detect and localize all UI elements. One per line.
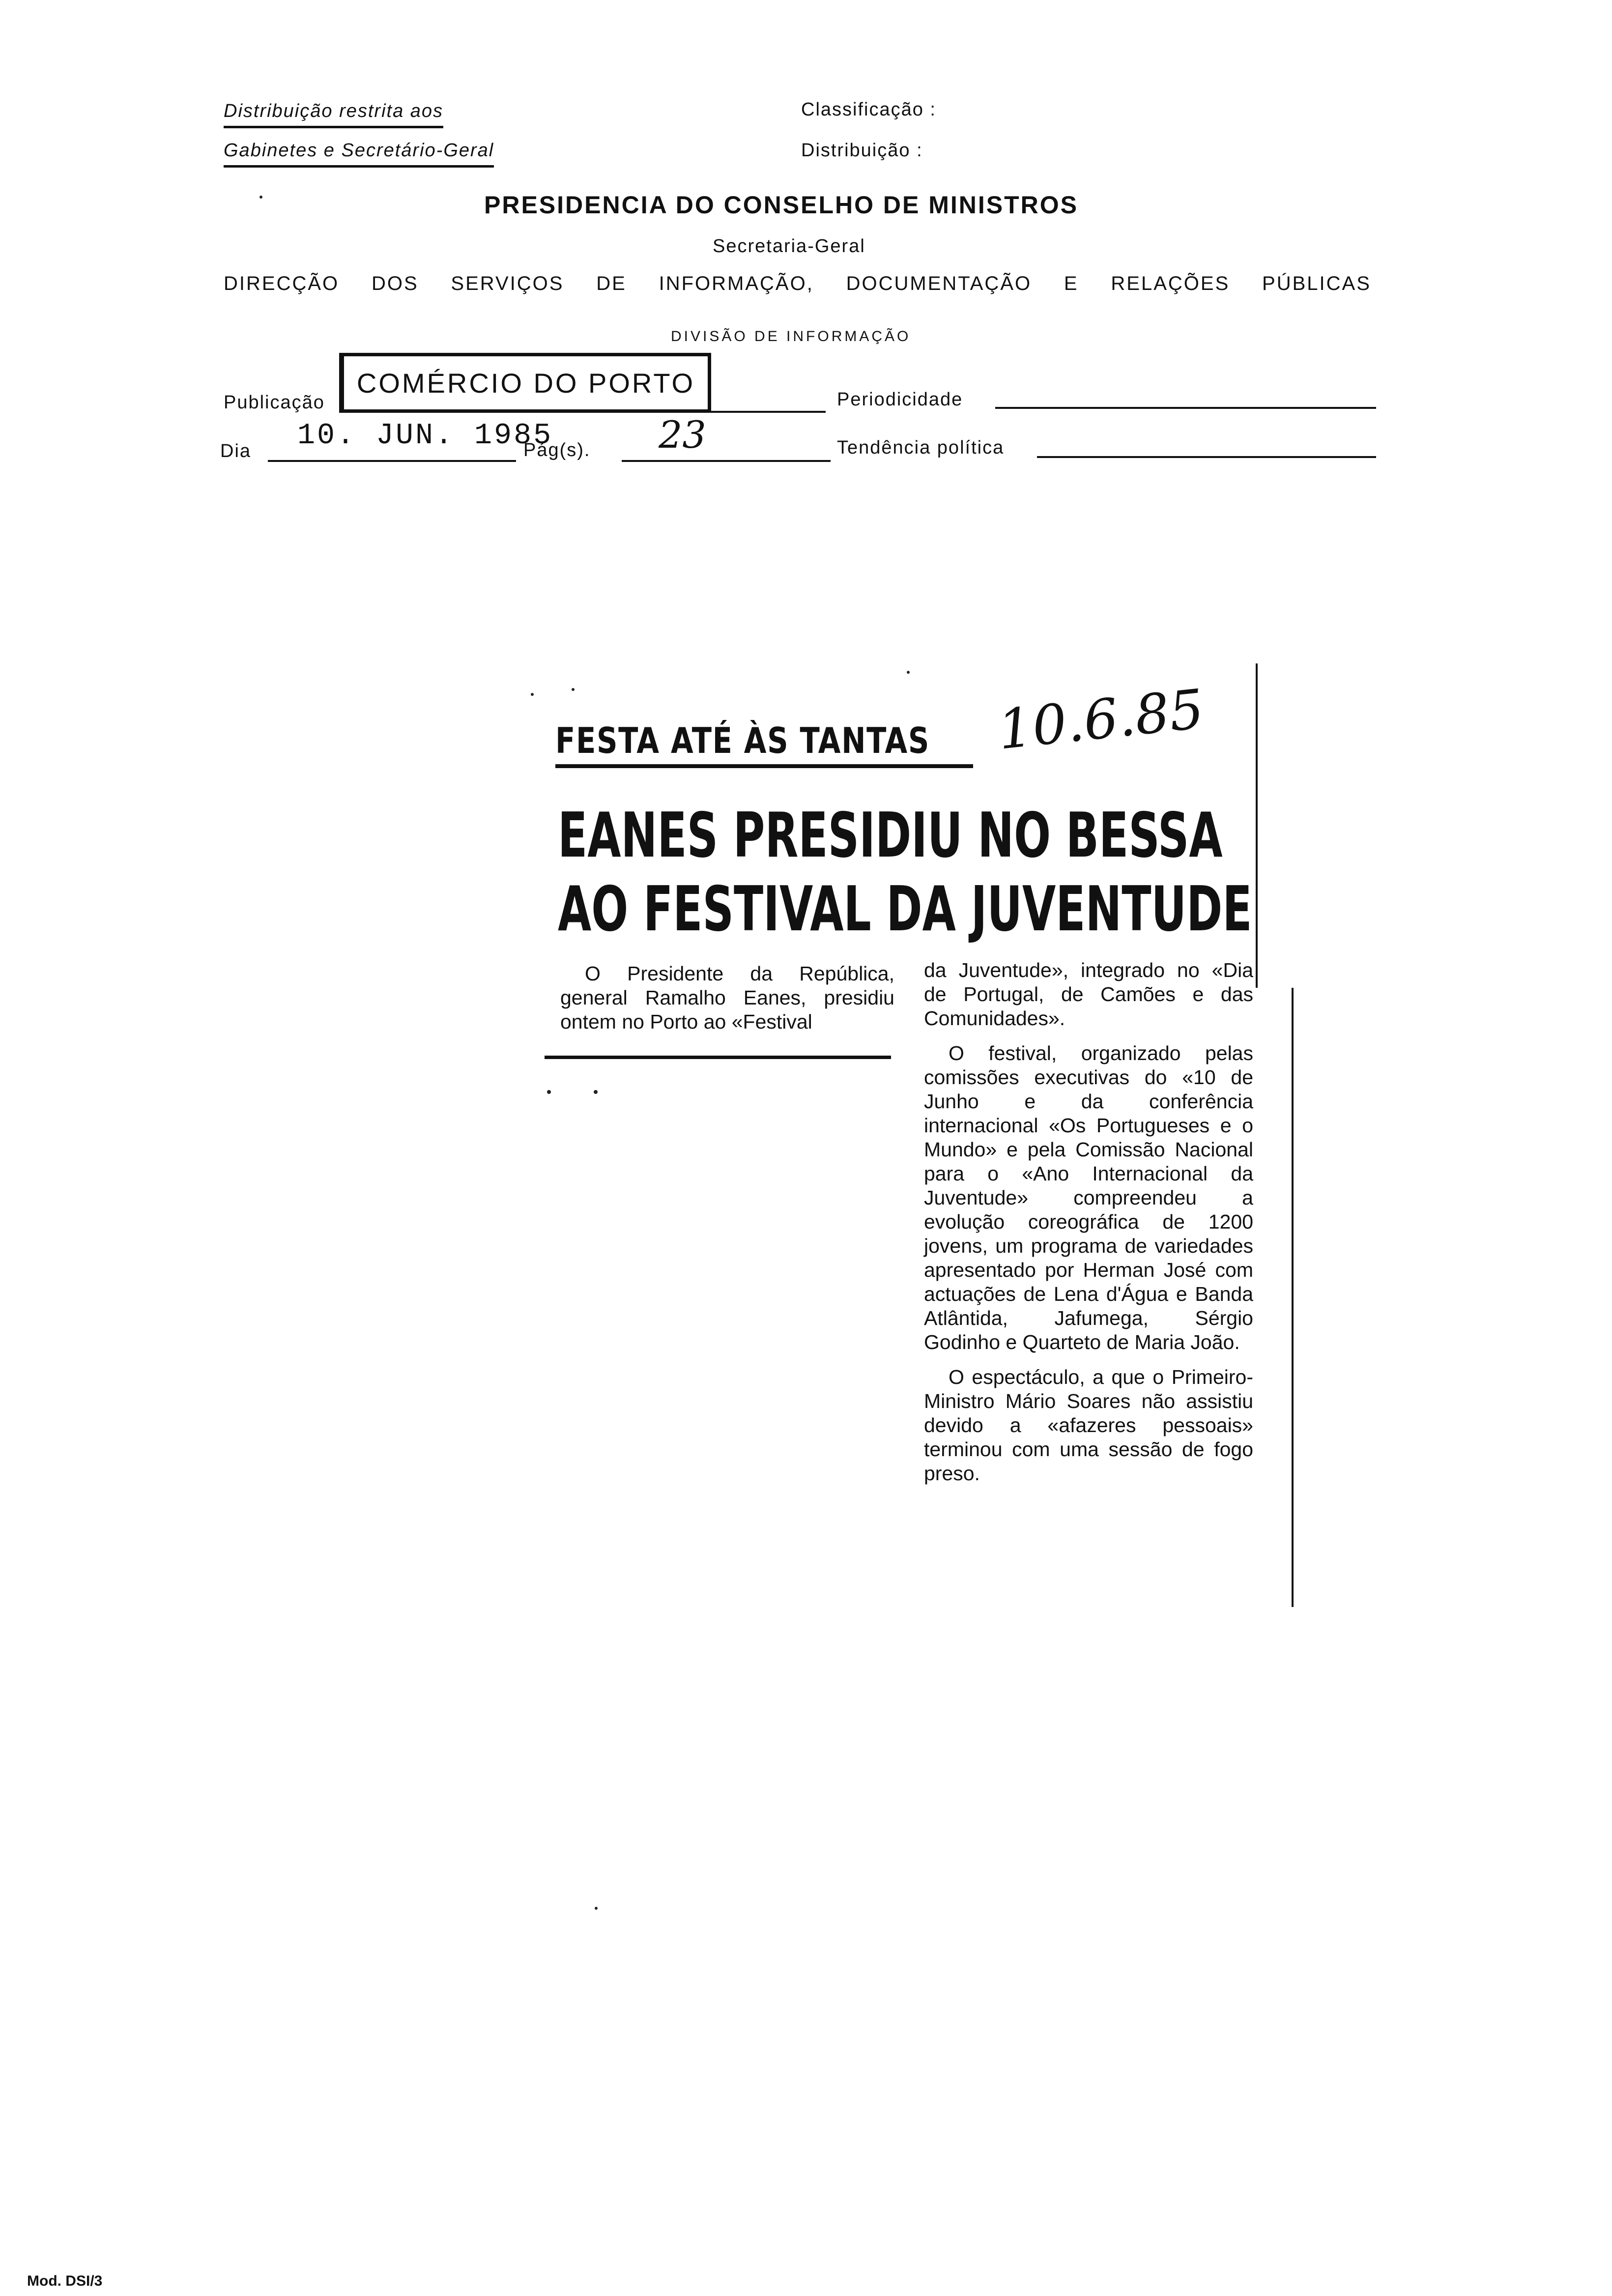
- publicacao-stamp: [339, 353, 711, 413]
- page-subtitle: Secretaria-Geral: [713, 236, 865, 257]
- column-end-rule: [545, 1056, 891, 1059]
- clipping-edge-rule: [1256, 663, 1258, 988]
- kicker-underline: [555, 764, 973, 768]
- article-paragraph: O festival, organizado pelas comissões executivas do «10 de Junho e da conferência internacional «Os Portugueses e o Mundo» e pela Comissão Nacional para o «Ano Internacional da Juventude» compreendeu a evolução coreográfica de 1200 jovens, um programa de variedades apresentado por Herman José com actuações de Lena d'Água e Banda Atlântida, Jafumega, Sérgio Godinho e Quarteto de Maria João.: [924, 1042, 1253, 1353]
- article-paragraph: da Juventude», integrado no «Dia de Portugal, de Camões e das Comunidades».: [924, 959, 1253, 1030]
- article-column-2: [924, 958, 1253, 1496]
- direccao-word: DE: [596, 273, 627, 294]
- direccao-line: [224, 273, 1371, 295]
- periodicidade-label: Periodicidade: [837, 389, 963, 410]
- scan-speck: [595, 1907, 598, 1910]
- pags-label: Pág(s).: [523, 440, 591, 460]
- dia-label: Dia: [220, 441, 252, 461]
- clipping-edge-rule-lower: [1292, 988, 1294, 1607]
- classificacao-label: Classificação :: [801, 99, 936, 120]
- dia-line: [268, 460, 516, 462]
- headline: [558, 799, 1252, 946]
- scan-speck: [531, 693, 534, 696]
- page-title: PRESIDENCIA DO CONSELHO DE MINISTROS: [484, 191, 1079, 219]
- tendencia-line: [1037, 456, 1376, 458]
- periodicidade-line: [995, 407, 1376, 409]
- divisao-label: DIVISÃO DE INFORMAÇÃO: [671, 328, 911, 344]
- direccao-word: DOCUMENTAÇÃO: [846, 273, 1032, 294]
- scan-speck: [259, 196, 262, 199]
- pags-value: 23: [659, 413, 706, 457]
- direccao-word: E: [1064, 273, 1079, 294]
- tendencia-label: Tendência política: [837, 437, 1005, 458]
- distribuicao-label: Distribuição :: [801, 140, 923, 161]
- distribution-note-line2: Gabinetes e Secretário-Geral: [224, 140, 494, 168]
- scan-speck: [547, 1090, 551, 1094]
- article-column-1: [560, 962, 894, 1045]
- distribution-note-line1: Distribuição restrita aos: [224, 101, 443, 128]
- direccao-word: RELAÇÕES: [1111, 273, 1230, 294]
- direccao-word: DIRECÇÃO: [224, 273, 340, 294]
- dia-value: 10. JUN. 1985: [297, 419, 553, 453]
- article-kicker: FESTA ATÉ ÀS TANTAS: [555, 720, 930, 761]
- pags-line: [622, 460, 831, 462]
- handwritten-date: 10.6.85: [995, 677, 1207, 762]
- direccao-word: PÚBLICAS: [1262, 273, 1371, 294]
- direccao-word: SERVIÇOS: [451, 273, 564, 294]
- publicacao-value: COMÉRCIO DO PORTO: [356, 367, 695, 399]
- article-paragraph: O Presidente da República, general Ramalho Eanes, presidiu ontem no Porto ao «Festival: [560, 962, 894, 1033]
- direccao-word: INFORMAÇÃO,: [659, 273, 814, 294]
- headline-line2: AO FESTIVAL DA JUVENTUDE: [558, 873, 1252, 945]
- publicacao-label: Publicação: [224, 392, 325, 413]
- scan-speck: [594, 1090, 598, 1094]
- form-code: Mod. DSI/3: [27, 2273, 103, 2289]
- scan-speck: [572, 688, 575, 691]
- scan-speck: [907, 671, 910, 674]
- article-paragraph: O espectáculo, a que o Primeiro-Ministro Mário Soares não assistiu devido a «afazeres pessoais» terminou com uma sessão de fogo preso.: [924, 1366, 1253, 1485]
- headline-line1: EANES PRESIDIU NO BESSA: [558, 799, 1223, 871]
- direccao-word: DOS: [371, 273, 419, 294]
